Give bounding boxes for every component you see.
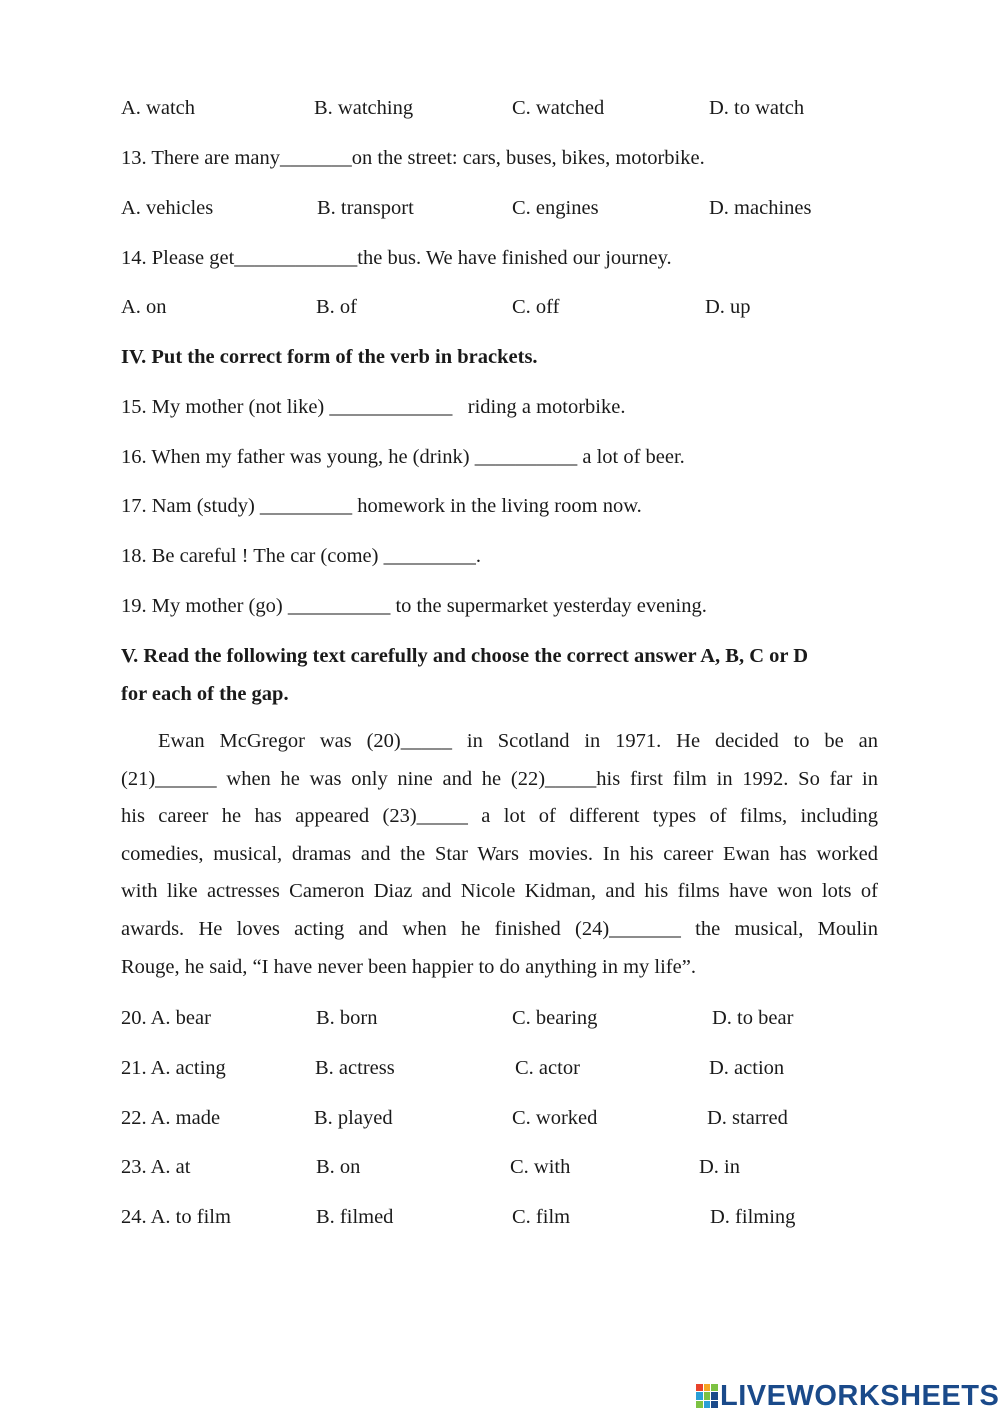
question-20: 20. A. bear (121, 1007, 211, 1029)
reading-passage (121, 723, 878, 986)
option-d: D. to bear (712, 1007, 794, 1029)
passage-line: Rouge, he said, “I have never been happier to do anything in my life”. (121, 955, 696, 978)
section-5-heading: V. Read the following text carefully and choose the correct answer A, B, C or D (121, 645, 809, 667)
question-21: 21. A. acting (121, 1057, 226, 1079)
option-c: C. engines (512, 197, 599, 219)
liveworksheets-logo[interactable] (696, 1378, 999, 1414)
option-b: B. actress (315, 1057, 395, 1079)
option-c: C. with (510, 1156, 571, 1178)
logo-blocks-icon (696, 1384, 718, 1408)
option-c: C. actor (515, 1057, 580, 1079)
question-19: 19. My mother (go) __________ to the supermarket yesterday evening. (121, 595, 707, 617)
option-a: A. on (121, 296, 167, 318)
passage-line: awards. He loves acting and when he finished (24)_______ the musical, Moulin (121, 917, 878, 940)
passage-line: with like actresses Cameron Diaz and Nicole Kidman, and his films have won lots of (121, 880, 878, 903)
passage-line: (21)______ when he was only nine and he (22)_____his first film in 1992. So far in (121, 767, 878, 790)
option-d: D. machines (709, 197, 812, 219)
option-b: B. born (316, 1007, 378, 1029)
passage-line: his career he has appeared (23)_____ a lot of different types of films, including (121, 805, 878, 828)
option-b: B. on (316, 1156, 361, 1178)
passage-line: comedies, musical, dramas and the Star Wars movies. In his career Ewan has worked (121, 842, 878, 865)
option-d: D. action (709, 1057, 785, 1079)
question-16: 16. When my father was young, he (drink) __________ a lot of beer. (121, 446, 685, 468)
option-d: D. starred (707, 1107, 788, 1129)
option-b: B. played (314, 1107, 393, 1129)
option-c: C. off (512, 296, 560, 318)
option-b: B. transport (317, 197, 414, 219)
logo-text: LIVEWORKSHEETS (720, 1379, 1000, 1412)
option-a: A. watch (121, 97, 196, 119)
option-d: D. up (705, 296, 751, 318)
option-a: A. vehicles (121, 197, 214, 219)
question-18: 18. Be careful ! The car (come) _________. (121, 545, 481, 567)
question-13: 13. There are many_______on the street: cars, buses, bikes, motorbike. (121, 147, 705, 169)
option-d: D. to watch (709, 97, 805, 119)
question-15: 15. My mother (not like) ____________ riding a motorbike. (121, 396, 626, 418)
section-5-heading-cont: for each of the gap. (121, 683, 289, 705)
option-d: D. filming (710, 1206, 796, 1228)
section-4-heading: IV. Put the correct form of the verb in brackets. (121, 346, 538, 368)
option-c: C. film (512, 1206, 571, 1228)
option-b: B. of (316, 296, 357, 318)
passage-line: Ewan McGregor was (20)_____ in Scotland in 1971. He decided to be an (158, 730, 878, 752)
question-17: 17. Nam (study) _________ homework in the living room now. (121, 495, 642, 517)
question-23: 23. A. at (121, 1156, 191, 1178)
question-14: 14. Please get____________the bus. We have finished our journey. (121, 247, 672, 269)
option-c: C. worked (512, 1107, 598, 1129)
option-b: B. watching (314, 97, 414, 119)
option-c: C. watched (512, 97, 605, 119)
option-d: D. in (699, 1156, 740, 1178)
option-c: C. bearing (512, 1007, 598, 1029)
question-22: 22. A. made (121, 1107, 221, 1129)
question-24: 24. A. to film (121, 1206, 231, 1228)
option-b: B. filmed (316, 1206, 394, 1228)
